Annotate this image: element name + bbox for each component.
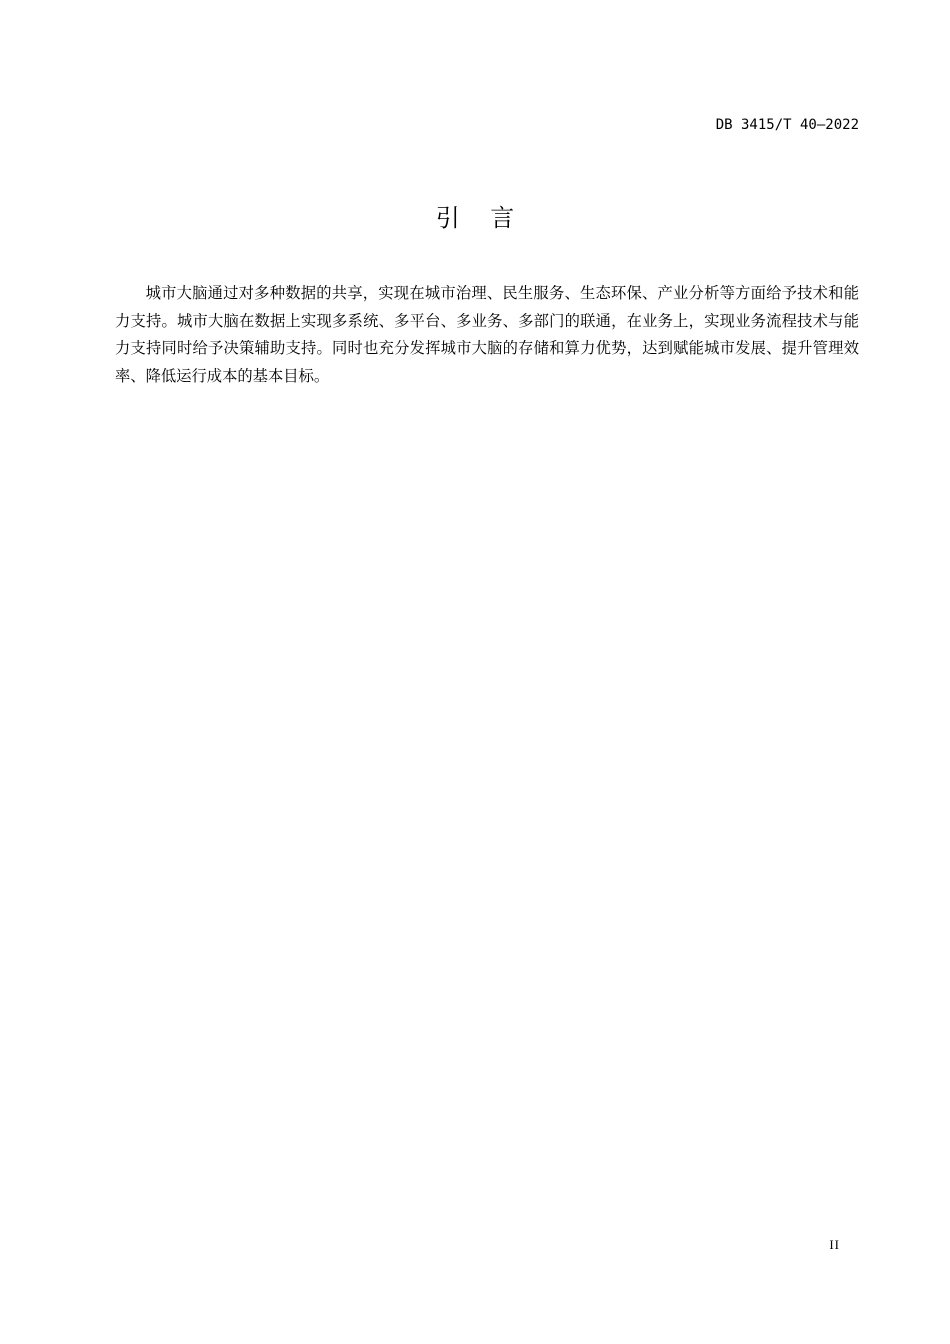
body-paragraph: 城市大脑通过对多种数据的共享，实现在城市治理、民生服务、生态环保、产业分析等方面给予技术和能力支持。城市大脑在数据上实现多系统、多平台、多业务、多部门的联通，在业务上，实现业务流程技术与能力支持同时给予决策辅助支持。同时也充分发挥城市大脑的存储和算力优势，达到赋能城市发展、提升管理效率、降低运行成本的基本目标。 — [115, 284, 859, 385]
page-number: II — [829, 1237, 840, 1252]
section-title: 引 言 — [435, 204, 515, 232]
document-code: DB 3415/T 40—2022 — [715, 117, 859, 133]
